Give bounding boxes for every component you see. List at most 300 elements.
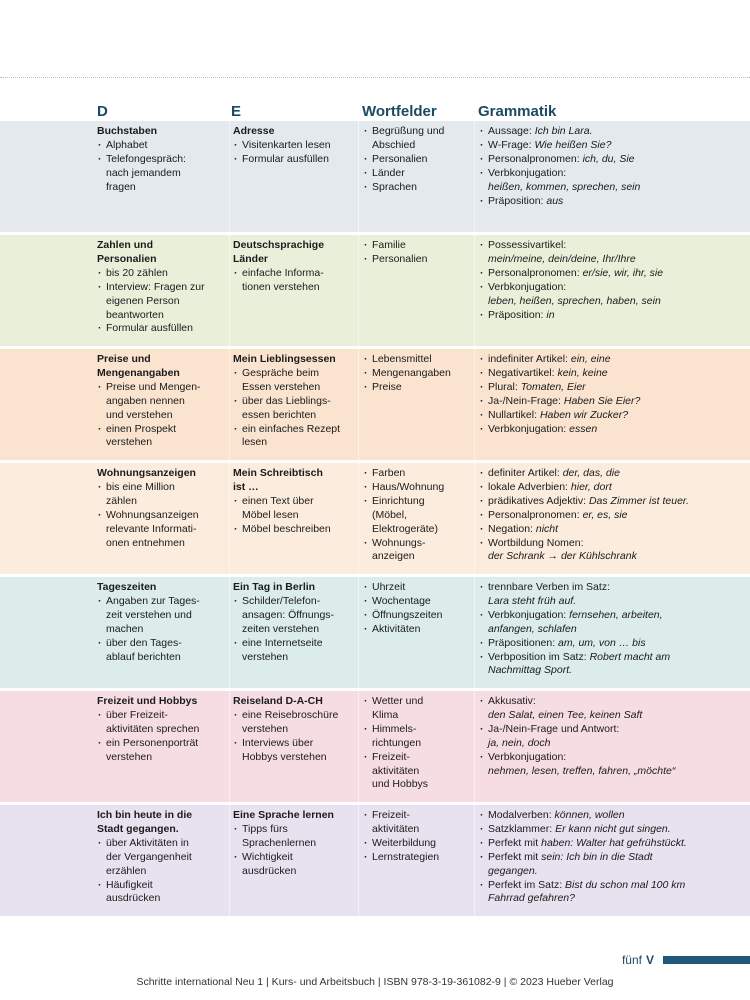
grammar-term: Negation: — [488, 522, 536, 535]
item-line: ansagen: Öffnungs- — [242, 608, 335, 621]
grammar-item — [479, 153, 750, 167]
item-line: beantworten — [106, 308, 164, 321]
list-item — [97, 139, 223, 153]
bullet-list — [363, 239, 472, 267]
item-line: und Hobbys — [372, 778, 429, 791]
cell-title — [97, 809, 223, 837]
grammar-list — [479, 125, 750, 208]
title-line: Mein Lieblingsessen — [233, 353, 336, 365]
item-line: angaben nennen — [106, 394, 185, 407]
item-line: · Interviews über — [242, 736, 314, 749]
grammar-term: Personalpronomen: — [488, 266, 583, 279]
title-line: Stadt gegangen. — [97, 822, 179, 835]
title-line: Mengenangaben — [97, 366, 180, 379]
table-header — [0, 103, 750, 123]
item-line: · Weiterbildung — [372, 836, 437, 849]
item-line: · Wichtigkeit — [242, 850, 293, 863]
cell-wortfelder — [358, 691, 472, 802]
list-item — [363, 851, 472, 865]
title-line: Wohnungsanzeigen — [97, 467, 196, 479]
item-line: · Einrichtung — [372, 494, 425, 507]
grammar-line — [488, 295, 750, 309]
grammar-example: essen — [569, 422, 598, 435]
title-line: Ein Tag in Berlin — [233, 581, 316, 593]
table-row — [0, 235, 750, 346]
item-line: eigenen Person — [106, 294, 180, 307]
cell-grammatik — [474, 805, 750, 916]
list-item — [363, 253, 472, 267]
item-line: lesen — [242, 436, 268, 449]
item-line: richtungen — [372, 736, 422, 749]
grammar-line — [488, 709, 750, 723]
item-line: · Wetter und — [372, 695, 424, 707]
item-line: Sprachenlernen — [242, 836, 317, 849]
item-line: erzählen — [106, 864, 147, 877]
grammar-line — [488, 809, 750, 823]
grammar-example: ja, nein, doch — [488, 736, 551, 749]
title-line: Freizeit und Hobbys — [97, 695, 198, 707]
grammar-example: Tomaten, Eier — [520, 380, 586, 393]
grammar-example: Haben Sie Eier? — [563, 394, 641, 407]
grammar-item — [479, 523, 750, 537]
grammar-item — [479, 751, 750, 779]
grammar-item — [479, 353, 750, 367]
item-line: aktivitäten — [372, 822, 420, 835]
bullet-list — [233, 709, 356, 765]
grammar-example: nehmen, lesen, treffen, fahren, „möchte“ — [488, 764, 676, 777]
cell-e — [229, 805, 356, 916]
grammar-term: Ja-/Nein-Frage: — [488, 394, 564, 407]
list-item — [97, 509, 223, 551]
list-item — [233, 367, 356, 395]
cell-e — [229, 349, 356, 460]
item-line: · Uhrzeit — [372, 581, 406, 593]
grammar-term: Verbkonjugation: — [488, 280, 567, 293]
grammar-line — [488, 267, 750, 281]
grammar-term: Plural: — [488, 380, 521, 393]
grammar-example: haben: Walter hat gefrühstückt. — [541, 836, 687, 849]
cell-wortfelder — [358, 463, 472, 574]
grammar-example: sein: Ich bin in die Stadt — [541, 850, 653, 863]
item-line: · Aktivitäten — [372, 622, 421, 635]
list-item — [363, 837, 472, 851]
grammar-item — [479, 851, 750, 879]
cell-e — [229, 235, 356, 346]
grammar-example: in — [546, 308, 555, 321]
grammar-term: Negativartikel: — [488, 366, 558, 379]
grammar-line — [488, 509, 750, 523]
bullet-list — [233, 267, 356, 295]
grammar-line — [488, 253, 750, 267]
title-line: Buchstaben — [97, 125, 158, 137]
grammar-term: prädikatives Adjektiv: — [488, 494, 589, 507]
item-line: · Schilder/Telefon- — [242, 594, 321, 607]
list-item — [363, 467, 472, 481]
grammar-example: Ich bin Lara. — [534, 125, 593, 137]
cell-grammatik — [474, 235, 750, 346]
grammar-example: Robert macht am — [589, 650, 671, 663]
grammar-item — [479, 467, 750, 481]
grammar-line — [488, 837, 750, 851]
grammar-line — [488, 651, 750, 665]
grammar-line — [488, 537, 750, 551]
item-line: · Freizeit- — [372, 809, 410, 821]
item-line: · über Freizeit- — [106, 708, 168, 721]
item-line: · Möbel beschreiben — [242, 522, 331, 535]
header-grammatik: Grammatik — [478, 103, 557, 120]
grammar-line — [488, 823, 750, 837]
item-line: · Preise und Mengen- — [106, 380, 201, 393]
item-line: ausdrücken — [242, 864, 297, 877]
grammar-item — [479, 879, 750, 907]
grammar-example: kein, keine — [557, 366, 608, 379]
item-line: · Mengenangaben — [372, 366, 451, 379]
list-item — [97, 281, 223, 323]
item-line: · eine Reisebroschüre — [242, 708, 339, 721]
list-item — [363, 495, 472, 537]
grammar-line — [488, 623, 750, 637]
list-item — [233, 267, 356, 295]
table-row — [0, 121, 750, 232]
grammar-item — [479, 381, 750, 395]
list-item — [233, 851, 356, 879]
item-line: und verstehen — [106, 408, 173, 421]
grammar-line — [488, 695, 750, 709]
item-line: Klima — [372, 708, 399, 721]
grammar-line — [488, 395, 750, 409]
cell-grammatik — [474, 121, 750, 232]
grammar-term: Ja-/Nein-Frage und Antwort: — [488, 722, 620, 735]
grammar-item — [479, 809, 750, 823]
list-item — [363, 595, 472, 609]
grammar-term: Verbkonjugation: — [488, 608, 570, 621]
grammar-example: ich, du, Sie — [582, 152, 635, 165]
item-line: · ein Personenporträt — [106, 736, 199, 749]
cell-title — [97, 353, 223, 381]
grammar-line — [488, 851, 750, 865]
grammar-line — [488, 523, 750, 537]
grammar-line — [488, 423, 750, 437]
item-line: machen — [106, 622, 144, 635]
grammar-line — [488, 353, 750, 367]
list-item — [233, 823, 356, 851]
list-item — [363, 609, 472, 623]
list-item — [363, 695, 472, 723]
cell-d — [97, 691, 223, 802]
grammar-example: fernsehen, arbeiten, — [569, 608, 663, 621]
item-line: tionen verstehen — [242, 280, 320, 293]
grammar-list — [479, 467, 750, 564]
title-line: Personalien — [97, 252, 157, 265]
grammar-line — [488, 125, 750, 139]
cell-title — [233, 125, 356, 139]
grammar-example: anfangen, schlafen — [488, 622, 577, 635]
grammar-example: hier, dort — [570, 480, 612, 493]
bullet-list — [97, 139, 223, 195]
cell-e — [229, 691, 356, 802]
cell-d — [97, 349, 223, 460]
title-line: Zahlen und — [97, 239, 153, 251]
grammar-line — [488, 195, 750, 209]
grammar-item — [479, 267, 750, 281]
list-item — [233, 709, 356, 737]
grammar-item — [479, 823, 750, 837]
list-item — [97, 153, 223, 195]
list-item — [233, 737, 356, 765]
item-line: ausdrücken — [106, 892, 161, 905]
grammar-term: Verbposition im Satz: — [488, 650, 590, 663]
item-line: Hobbys verstehen — [242, 750, 327, 763]
bullet-list — [97, 481, 223, 551]
grammar-line — [488, 550, 750, 564]
grammar-line — [488, 765, 750, 779]
item-line: verstehen — [106, 750, 153, 763]
item-line: aktivitäten — [372, 764, 420, 777]
item-line: Möbel lesen — [242, 508, 299, 521]
list-item — [97, 267, 223, 281]
title-line: Preise und — [97, 353, 151, 365]
list-item — [97, 423, 223, 451]
item-line: · einen Prospekt — [106, 422, 177, 435]
grammar-term: Akkusativ: — [488, 695, 536, 707]
grammar-term: Modalverben: — [488, 809, 555, 821]
grammar-line — [488, 381, 750, 395]
list-item — [363, 153, 472, 167]
cell-e — [229, 577, 356, 688]
grammar-line — [488, 409, 750, 423]
top-divider — [0, 77, 750, 78]
item-line: · Öffnungszeiten — [372, 608, 443, 621]
grammar-item — [479, 637, 750, 651]
grammar-item — [479, 495, 750, 509]
header-e: E — [231, 103, 242, 120]
cell-title — [97, 125, 223, 139]
item-line: · Länder — [372, 166, 405, 179]
grammar-item — [479, 651, 750, 679]
title-line: Deutschsprachige — [233, 239, 325, 251]
item-line: aktivitäten sprechen — [106, 722, 200, 735]
grammar-term: definiter Artikel: — [488, 467, 563, 479]
list-item — [363, 623, 472, 637]
item-line: · Personalien — [372, 152, 428, 165]
grammar-item — [479, 281, 750, 309]
grammar-term: Verbkonjugation: — [488, 166, 567, 179]
grammar-example: der Schrank → der Kühlschrank — [488, 550, 637, 563]
item-line: verstehen — [106, 436, 153, 449]
grammar-item — [479, 537, 750, 565]
grammar-item — [479, 695, 750, 723]
bullet-list — [233, 823, 356, 879]
grammar-term: W-Frage: — [488, 138, 535, 151]
grammar-item — [479, 837, 750, 851]
page-word: fünf — [621, 953, 642, 967]
title-line: Reiseland D-A-CH — [233, 695, 323, 707]
grammar-line — [488, 153, 750, 167]
item-line: relevante Informati- — [106, 522, 197, 535]
list-item — [363, 809, 472, 837]
grammar-example: aus — [546, 194, 564, 207]
list-item — [97, 737, 223, 765]
grammar-item — [479, 309, 750, 323]
grammar-example: leben, heißen, sprechen, haben, sein — [488, 294, 661, 307]
cell-grammatik — [474, 691, 750, 802]
cell-title — [97, 695, 223, 709]
grammar-item — [479, 609, 750, 637]
item-line: · Interview: Fragen zur — [106, 280, 205, 293]
grammar-line — [488, 609, 750, 623]
list-item — [97, 481, 223, 509]
cell-title — [233, 467, 356, 495]
table-row — [0, 805, 750, 916]
list-item — [233, 395, 356, 423]
item-line: · Personalien — [372, 252, 428, 265]
grammar-term: Perfekt mit — [488, 850, 542, 863]
bullet-list — [97, 837, 223, 907]
grammar-example: gegangen. — [488, 864, 538, 877]
list-item — [363, 167, 472, 181]
grammar-line — [488, 367, 750, 381]
grammar-list — [479, 353, 750, 436]
grammar-list — [479, 239, 750, 322]
grammar-term: Personalpronomen: — [488, 152, 583, 165]
item-line: Elektrogeräte) — [372, 522, 438, 535]
grammar-line — [488, 664, 750, 678]
item-line: · Haus/Wohnung — [372, 480, 445, 493]
grammar-term: lokale Adverbien: — [488, 480, 571, 493]
item-line: · Wohnungsanzeigen — [106, 508, 199, 521]
list-item — [363, 353, 472, 367]
grammar-line — [488, 595, 750, 609]
item-line: · ein einfaches Rezept — [242, 422, 341, 435]
item-line: · Visitenkarten lesen — [242, 138, 331, 151]
grammar-line — [488, 281, 750, 295]
cell-title — [233, 809, 356, 823]
title-line: Länder — [233, 252, 269, 265]
title-line: Adresse — [233, 125, 275, 137]
table-row — [0, 577, 750, 688]
table-row — [0, 691, 750, 802]
item-line: Essen verstehen — [242, 380, 321, 393]
item-line: · bis eine Million — [106, 480, 175, 493]
table-row — [0, 349, 750, 460]
grammar-example: nicht — [535, 522, 559, 535]
grammar-item — [479, 509, 750, 523]
title-line: Ich bin heute in die — [97, 809, 193, 821]
grammar-item — [479, 423, 750, 437]
cell-d — [97, 463, 223, 574]
bullet-list — [233, 495, 356, 537]
grammar-example: Haben wir Zucker? — [539, 408, 629, 421]
page-roman: V — [645, 953, 654, 967]
grammar-example: er, es, sie — [582, 508, 628, 521]
cell-grammatik — [474, 349, 750, 460]
title-line: ist … — [233, 480, 259, 493]
cell-title — [233, 239, 356, 267]
grammar-example: Fahrrad gefahren? — [488, 892, 575, 905]
grammar-line — [488, 865, 750, 879]
list-item — [233, 495, 356, 523]
grammar-example: Das Zimmer ist teuer. — [588, 494, 689, 507]
item-line: fragen — [106, 180, 136, 193]
grammar-term: Nullartikel: — [488, 408, 540, 421]
item-line: · Sprachen — [372, 180, 417, 193]
grammar-item — [479, 395, 750, 409]
item-line: ablauf berichten — [106, 650, 181, 663]
table-row — [0, 463, 750, 574]
grammar-example: der, das, die — [562, 467, 620, 479]
list-item — [363, 581, 472, 595]
item-line: zeit verstehen und — [106, 608, 192, 621]
bullet-list — [233, 595, 356, 665]
grammar-term: Satzklammer: — [488, 822, 556, 835]
list-item — [363, 239, 472, 253]
item-line: · Familie — [372, 239, 406, 251]
grammar-term: Personalpronomen: — [488, 508, 583, 521]
accent-bar — [663, 956, 750, 964]
item-line: zählen — [106, 494, 137, 507]
list-item — [97, 879, 223, 907]
grammar-term: Präposition: — [488, 308, 547, 321]
list-item — [233, 139, 356, 153]
list-item — [97, 595, 223, 637]
grammar-line — [488, 467, 750, 481]
grammar-list — [479, 581, 750, 678]
grammar-item — [479, 581, 750, 609]
list-item — [363, 367, 472, 381]
cell-title — [97, 581, 223, 595]
bullet-list — [363, 125, 472, 195]
list-item — [233, 523, 356, 537]
item-line: · einen Text über — [242, 494, 314, 507]
item-line: · Formular ausfüllen — [242, 152, 329, 165]
grammar-term: Verbkonjugation: — [488, 750, 567, 763]
grammar-example: heißen, kommen, sprechen, sein — [488, 180, 641, 193]
grammar-example: Wie heißen Sie? — [534, 138, 612, 151]
grammar-line — [488, 723, 750, 737]
grammar-item — [479, 139, 750, 153]
grammar-item — [479, 239, 750, 267]
grammar-line — [488, 879, 750, 893]
footer-credit: Schritte international Neu 1 | Kurs- und Arbeitsbuch | ISBN 978-3-19-361082-9 | © 2023 Hueber Verlag — [136, 976, 614, 988]
bullet-list — [97, 381, 223, 451]
cell-grammatik — [474, 577, 750, 688]
grammar-line — [488, 892, 750, 906]
bullet-list — [233, 367, 356, 450]
header-wortfelder: Wortfelder — [362, 103, 437, 120]
grammar-term: Wortbildung Nomen: — [488, 536, 584, 549]
bullet-list — [363, 467, 472, 564]
item-line: · einfache Informa- — [242, 266, 324, 279]
item-line: · Formular ausfüllen — [106, 322, 193, 335]
item-line: · über den Tages- — [106, 636, 182, 649]
item-line: · über das Lieblings- — [242, 394, 331, 407]
grammar-term: Verbkonjugation: — [488, 422, 570, 435]
item-line: · Lernstrategien — [372, 850, 440, 863]
grammar-term: Aussage: — [488, 125, 535, 137]
item-line: · Preise — [372, 380, 402, 393]
bullet-list — [363, 581, 472, 637]
cell-title — [233, 695, 356, 709]
cell-d — [97, 121, 223, 232]
grammar-term: Präposition: — [488, 194, 547, 207]
list-item — [363, 181, 472, 195]
grammar-line — [488, 481, 750, 495]
item-line: der Vergangenheit — [106, 850, 192, 863]
grammar-list — [479, 809, 750, 906]
item-line: onen entnehmen — [106, 536, 185, 549]
item-line: · Tipps fürs — [242, 822, 288, 835]
cell-grammatik — [474, 463, 750, 574]
